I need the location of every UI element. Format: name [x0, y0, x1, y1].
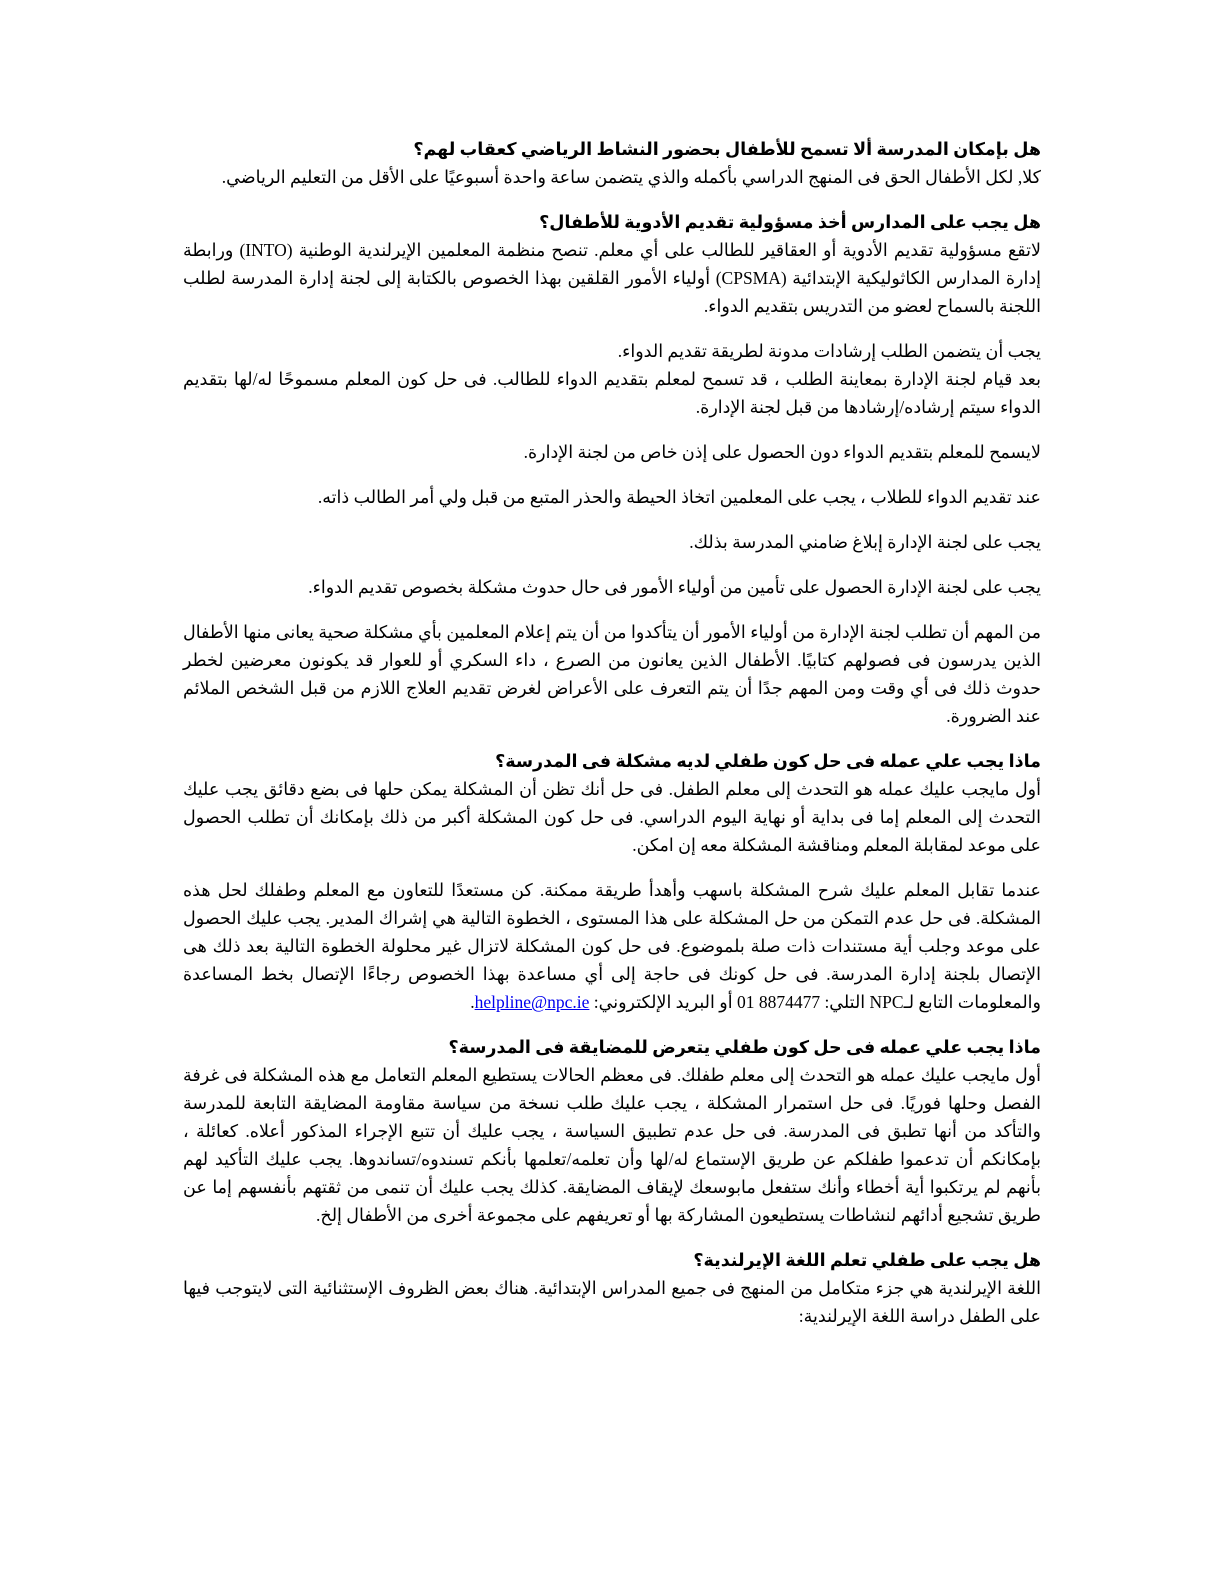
answer-paragraph — [183, 337, 1041, 421]
answer-paragraph — [183, 236, 1041, 320]
answer-paragraph — [183, 1274, 1041, 1330]
answer-paragraph — [183, 618, 1041, 730]
faq-section — [183, 747, 1041, 1016]
faq-content — [183, 135, 1041, 1330]
answer-paragraph — [183, 528, 1041, 556]
text-run: اللغة الإيرلندية هي جزء متكامل من المنهج فى جميع المدراس الإبتدائية. هناك بعض الظروف الإستثنائية التى لايتوجب فيها على الطفل دراسة اللغة الإيرلندية: — [183, 1278, 1041, 1326]
text-run: أول مايجب عليك عمله هو التحدث إلى معلم طفلك. فى معظم الحالات يستطيع المعلم التعامل مع هذه المشكلة فى غرفة الفصل وحلها فوريًا. فى حل استمرار المشكلة ، يجب عليك طلب نسخة من سياسة مقاومة المضايقة التابعة للمدرسة والتأكد من أنها تطبق فى المدرسة. فى حل عدم تطبيق السياسة ، يجب عليك أن تتبع الإجراء المذكور أعلاه. كعائلة ، بإمكانكم أن تدعموا طفلكم عن طريق الإستماع له/لها وأن تعلمه/تعلمها بأنكم تسندوه/تساندوها. يجب عليك التأكيد لهم بأنهم لم يرتكبوا أية أخطاء وأنك ستفعل مابوسعك لإيقاف المضايقة. كذلك يجب عليك أن تنمى من ثقتهم بأنفسهم إما عن طريق تشجيع أدائهم لنشاطات يستطيعون المشاركة بها أو تعريفهم على مجموعة أخرى من الأطفال إلخ. — [183, 1065, 1041, 1225]
answer-paragraph — [183, 483, 1041, 511]
answer-paragraph — [183, 1061, 1041, 1229]
text-run: عند تقديم الدواء للطلاب ، يجب على المعلمين اتخاذ الحيطة والحذر المتبع من قبل ولي أمر الطالب ذاته. — [317, 487, 1041, 507]
question-heading: ماذا يجب علي عمله فى حل كون طفلي لديه مشكلة فى المدرسة؟ — [495, 751, 1041, 771]
text-run: يجب على لجنة الإدارة الحصول على تأمين من أولياء الأمور فى حال حدوث مشكلة بخصوص تقديم الدواء. — [308, 577, 1041, 597]
answer-paragraph — [183, 163, 1041, 191]
text-run: أو البريد الإلكتروني: — [589, 992, 737, 1012]
text-run: أول مايجب عليك عمله هو التحدث إلى معلم الطفل. فى حل أنك تظن أن المشكلة يمكن حلها فى بضع دقائق يجب عليك التحدث إلى المعلم إما فى بداية أو نهاية اليوم الدراسي. فى حل كون المشكلة أكبر من ذلك بإمكانك أن تطلب الحصول على موعد لمقابلة المعلم ومناقشة المشكلة معه إن امكن. — [183, 779, 1041, 855]
text-run: لايسمح للمعلم بتقديم الدواء دون الحصول على إذن خاص من لجنة الإدارة. — [523, 442, 1041, 462]
text-run: . — [470, 992, 475, 1012]
question-heading: هل بإمكان المدرسة ألا تسمح للأطفال بحضور النشاط الرياضي كعقاب لهم؟ — [413, 139, 1041, 159]
faq-section — [183, 208, 1041, 730]
question-heading: هل يجب على المدارس أخذ مسؤولية تقديم الأدوية للأطفال؟ — [539, 212, 1041, 232]
text-run: يجب على لجنة الإدارة إبلاغ ضامني المدرسة بذلك. — [689, 532, 1041, 552]
text-run: لاتقع مسؤولية تقديم الأدوية أو العقاقير للطالب على أي معلم. تنصح منظمة المعلمين الإيرلندية الوطنية (INTO) ورابطة إدارة المدارس الكاثوليكية الإبتدائية (CPSMA) أولياء الأمور القلقين بهذا الخصوص بالكتابة إلى لجنة إدارة المدرسة لطلب اللجنة بالسماح لعضو من التدريس بتقديم الدواء. — [183, 240, 1041, 316]
email-link[interactable]: helpline@npc.ie — [474, 992, 590, 1012]
question-heading: هل يجب على طفلي تعلم اللغة الإيرلندية؟ — [693, 1250, 1041, 1270]
answer-paragraph — [183, 876, 1041, 1016]
text-run: بعد قيام لجنة الإدارة بمعاينة الطلب ، قد تسمح لمعلم بتقديم الدواء للطالب. فى حل كون المعلم مسموحًا له/لها بتقديم الدواء سيتم إرشاده/إرشادها من قبل لجنة الإدارة. — [183, 369, 1041, 417]
text-run: كلا, لكل الأطفال الحق فى المنهج الدراسي بأكمله والذي يتضمن ساعة واحدة أسبوعيًا على الأقل من التعليم الرياضي. — [221, 167, 1041, 187]
text-run: عندما تقابل المعلم عليك شرح المشكلة باسهب وأهدأ طريقة ممكنة. كن مستعدًا للتعاون مع المعلم وطفلك لحل هذه المشكلة. فى حل عدم التمكن من حل المشكلة على هذا المستوى ، الخطوة التالية هي إشراك المدير. يجب عليك الحصول على موعد وجلب أية مستندات ذات صلة بلموضوع. فى حل كون المشكلة لاتزال غير محلولة الخطوة التالية بعد ذلك هى الإتصال بلجنة إدارة المدرسة. فى حل كونك فى حاجة إلى أي مساعدة بهذا الخصوص رجاءًا الإتصال بخط المساعدة والمعلومات التابع لـNPC التلي: — [183, 880, 1041, 1012]
phone-number: 01 8874477 — [736, 992, 821, 1012]
question-heading: ماذا يجب علي عمله فى حل كون طفلي يتعرض للمضايقة فى المدرسة؟ — [448, 1037, 1041, 1057]
answer-paragraph — [183, 775, 1041, 859]
faq-section — [183, 1246, 1041, 1330]
text-run: يجب أن يتضمن الطلب إرشادات مدونة لطريقة تقديم الدواء. — [617, 341, 1041, 361]
answer-paragraph — [183, 438, 1041, 466]
text-run: من المهم أن تطلب لجنة الإدارة من أولياء الأمور أن يتأكدوا من أن يتم إعلام المعلمين بأي مشكلة صحية يعانى منها الأطفال الذين يدرسون فى فصولهم كتابيًا. الأطفال الذين يعانون من الصرع ، داء السكري أو للعوار قد يكونون معرضين لخطر حدوث ذلك فى أي وقت ومن المهم جدًا أن يتم التعرف على الأعراض لغرض تقديم العلاج اللازم من قبل الشخص الملائم عند الضرورة. — [183, 622, 1041, 726]
faq-section — [183, 1033, 1041, 1229]
answer-paragraph — [183, 573, 1041, 601]
faq-section — [183, 135, 1041, 191]
